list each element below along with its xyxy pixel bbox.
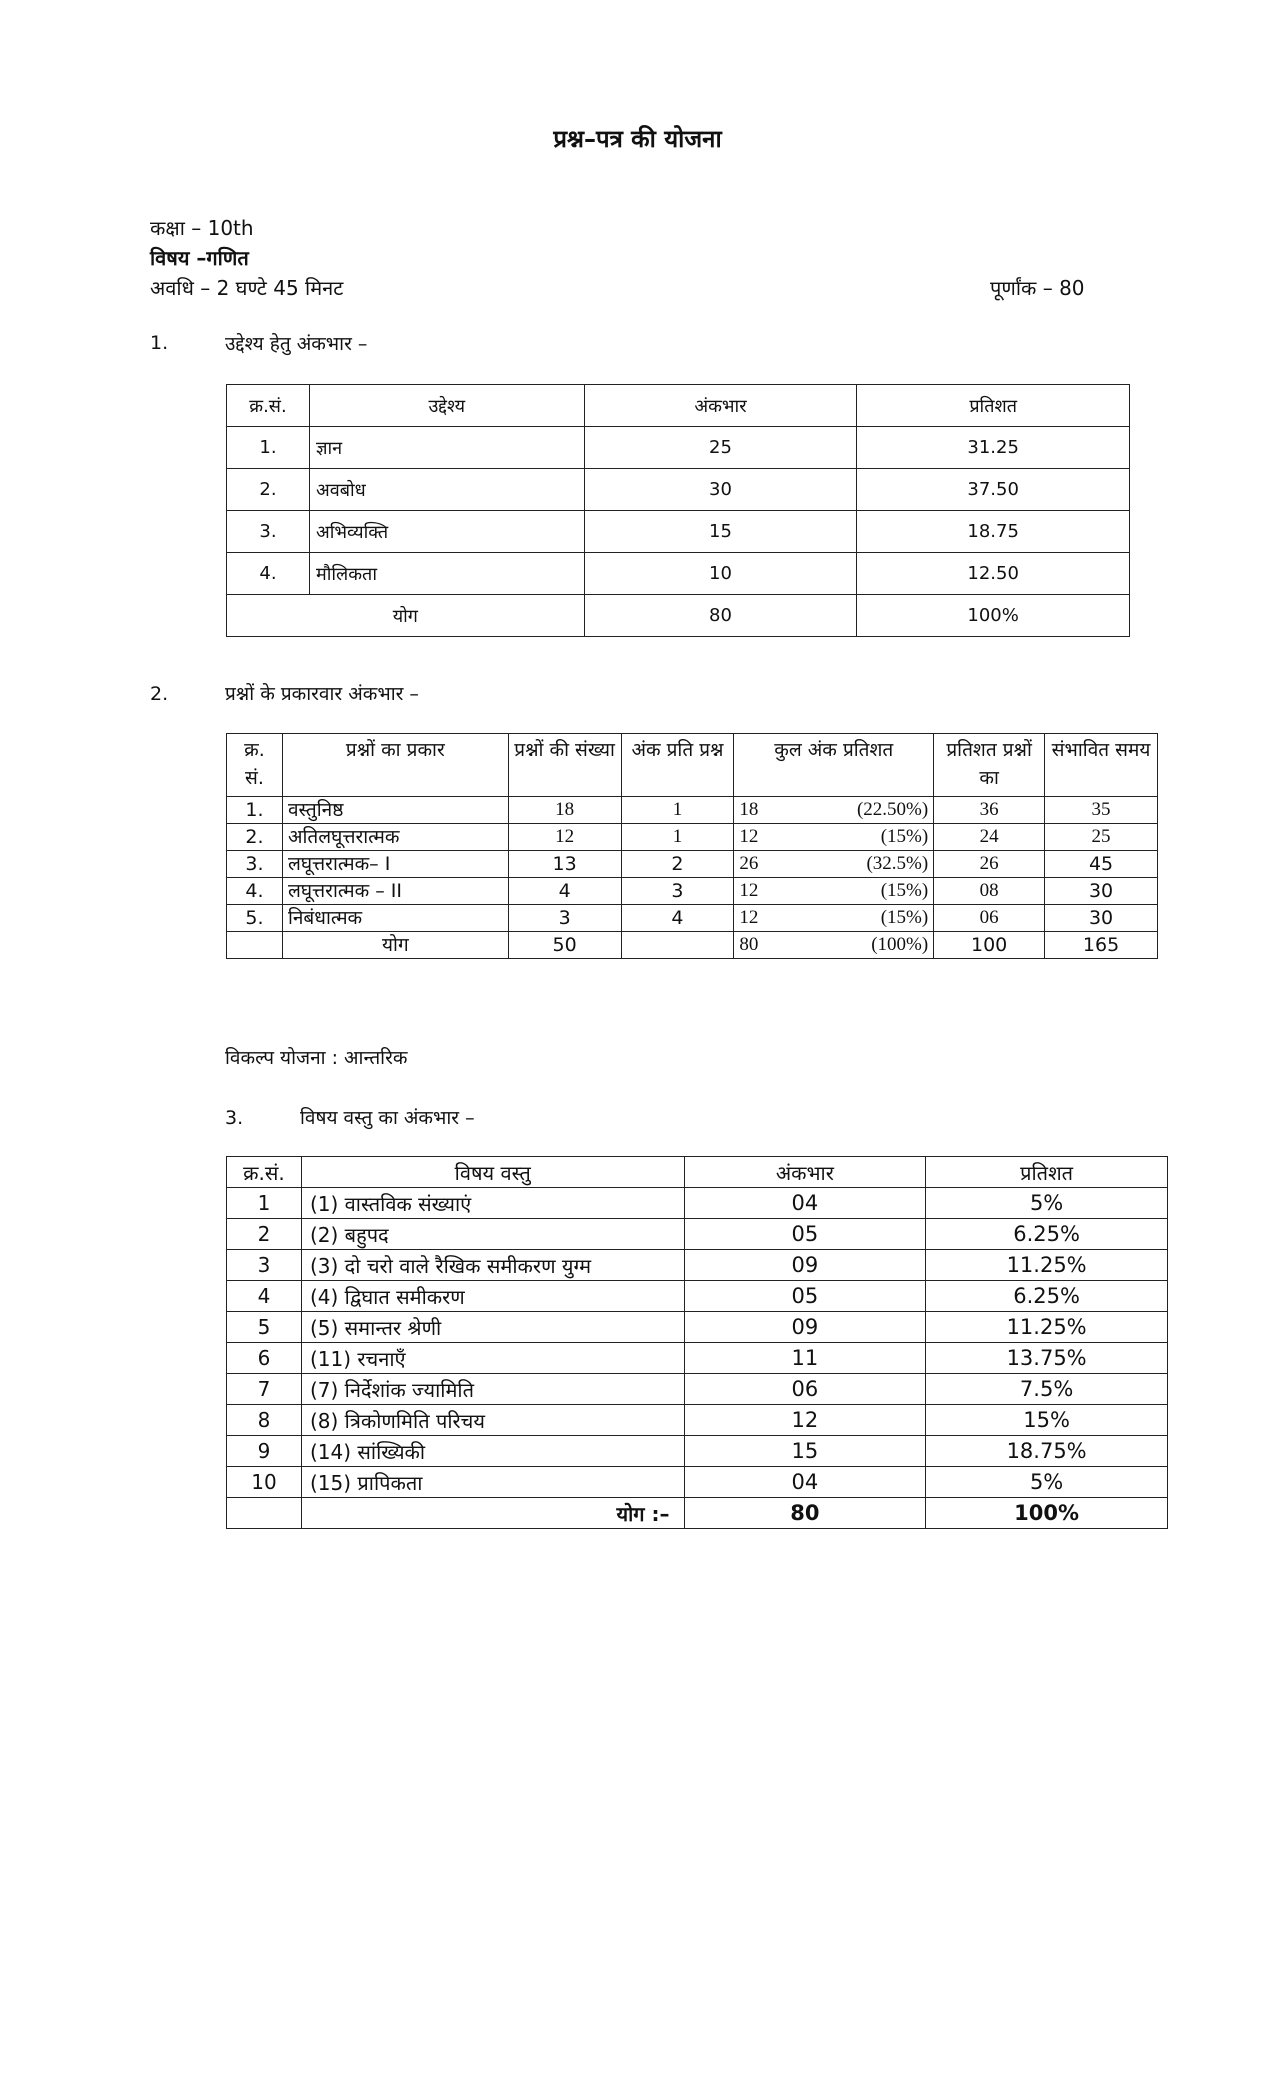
cell: (1) वास्तविक संख्याएं bbox=[301, 1188, 684, 1219]
percent: (15%) bbox=[880, 880, 929, 901]
cell: 11.25% bbox=[926, 1312, 1168, 1343]
cell: 6.25% bbox=[926, 1219, 1168, 1250]
cell: 13 bbox=[508, 851, 621, 878]
cell: 3. bbox=[227, 511, 310, 553]
table-row bbox=[227, 469, 1130, 511]
total-marks: 12 bbox=[739, 907, 759, 928]
cell: 30 bbox=[1045, 905, 1158, 932]
table-row bbox=[227, 1343, 1168, 1374]
table-row bbox=[227, 824, 1158, 851]
total-row bbox=[227, 595, 1130, 637]
cell: 2 bbox=[621, 851, 734, 878]
table-row bbox=[227, 427, 1130, 469]
cell: 100 bbox=[934, 932, 1045, 959]
cell: अतिलघूत्तरात्मक bbox=[282, 824, 508, 851]
cell: 1. bbox=[227, 797, 283, 824]
cell: 15 bbox=[684, 1436, 926, 1467]
cell: 24 bbox=[934, 824, 1045, 851]
duration-label: अवधि – 2 घण्टे 45 मिनट bbox=[150, 276, 344, 300]
cell: लघूत्तरात्मक– I bbox=[282, 851, 508, 878]
table-row bbox=[227, 905, 1158, 932]
section2-number: 2. bbox=[150, 683, 169, 705]
total-marks: 80 bbox=[739, 934, 759, 955]
cell: निबंधात्मक bbox=[282, 905, 508, 932]
cell: 100% bbox=[926, 1498, 1168, 1529]
col-header: क्र.सं. bbox=[227, 1157, 302, 1188]
table-row bbox=[227, 878, 1158, 905]
cell: 3 bbox=[508, 905, 621, 932]
cell: 165 bbox=[1045, 932, 1158, 959]
cell bbox=[227, 1498, 302, 1529]
cell: (4) द्विघात समीकरण bbox=[301, 1281, 684, 1312]
cell: 15 bbox=[584, 511, 857, 553]
section1-number: 1. bbox=[150, 332, 169, 354]
cell bbox=[734, 851, 934, 878]
table-row bbox=[227, 1436, 1168, 1467]
total-marks: 18 bbox=[739, 799, 759, 820]
cell: 5% bbox=[926, 1188, 1168, 1219]
cell: 1. bbox=[227, 427, 310, 469]
cell: 09 bbox=[684, 1250, 926, 1281]
cell: 13.75% bbox=[926, 1343, 1168, 1374]
cell: 50 bbox=[508, 932, 621, 959]
cell: 2. bbox=[227, 469, 310, 511]
table-row bbox=[227, 1188, 1168, 1219]
col-header: कुल अंक प्रतिशत bbox=[734, 734, 934, 797]
cell: 10 bbox=[227, 1467, 302, 1498]
cell: 5% bbox=[926, 1467, 1168, 1498]
cell: 1 bbox=[227, 1188, 302, 1219]
col-header: अंक प्रति प्रश्न bbox=[621, 734, 734, 797]
cell bbox=[227, 932, 283, 959]
cell: 1 bbox=[621, 824, 734, 851]
col-header: क्र.सं. bbox=[227, 385, 310, 427]
cell: 45 bbox=[1045, 851, 1158, 878]
option-plan: विकल्प योजना : आन्तरिक bbox=[225, 1047, 408, 1069]
cell: 5. bbox=[227, 905, 283, 932]
cell: 09 bbox=[684, 1312, 926, 1343]
cell: 04 bbox=[684, 1188, 926, 1219]
total-row bbox=[227, 1498, 1168, 1529]
cell: 6 bbox=[227, 1343, 302, 1374]
cell bbox=[621, 932, 734, 959]
class-label: कक्षा – 10th bbox=[150, 216, 254, 240]
percent: (22.50%) bbox=[856, 799, 929, 820]
cell: 05 bbox=[684, 1281, 926, 1312]
cell: 5 bbox=[227, 1312, 302, 1343]
cell: (3) दो चरो वाले रैखिक समीकरण युग्म bbox=[301, 1250, 684, 1281]
cell: 9 bbox=[227, 1436, 302, 1467]
col-header: उद्देश्य bbox=[309, 385, 584, 427]
table-row bbox=[227, 797, 1158, 824]
table-row bbox=[227, 1374, 1168, 1405]
cell: (14) सांख्यिकी bbox=[301, 1436, 684, 1467]
cell: 26 bbox=[934, 851, 1045, 878]
cell: (8) त्रिकोणमिति परिचय bbox=[301, 1405, 684, 1436]
cell: 4. bbox=[227, 553, 310, 595]
cell: 05 bbox=[684, 1219, 926, 1250]
cell: 25 bbox=[584, 427, 857, 469]
cell: 4 bbox=[621, 905, 734, 932]
col-header: क्र. सं. bbox=[227, 734, 283, 797]
total-label: योग bbox=[282, 932, 508, 959]
total-marks: 12 bbox=[739, 826, 759, 847]
total-marks: 26 bbox=[739, 853, 759, 874]
percent: (32.5%) bbox=[866, 853, 929, 874]
cell: 31.25 bbox=[857, 427, 1130, 469]
table-header-row bbox=[227, 385, 1130, 427]
cell: 37.50 bbox=[857, 469, 1130, 511]
table-row bbox=[227, 1281, 1168, 1312]
table-row bbox=[227, 1219, 1168, 1250]
cell: 3. bbox=[227, 851, 283, 878]
cell: 80 bbox=[584, 595, 857, 637]
cell bbox=[734, 878, 934, 905]
cell bbox=[734, 797, 934, 824]
cell: 7 bbox=[227, 1374, 302, 1405]
content-weightage-table bbox=[226, 1156, 1168, 1529]
cell: 08 bbox=[934, 878, 1045, 905]
cell bbox=[734, 905, 934, 932]
page-title: प्रश्न–पत्र की योजना bbox=[553, 125, 722, 153]
section3-number: 3. bbox=[225, 1107, 244, 1129]
cell: 3 bbox=[621, 878, 734, 905]
col-header: प्रतिशत प्रश्नों का bbox=[934, 734, 1045, 797]
table-row bbox=[227, 851, 1158, 878]
cell: 4. bbox=[227, 878, 283, 905]
cell: 3 bbox=[227, 1250, 302, 1281]
percent: (100%) bbox=[871, 934, 929, 955]
col-header: प्रश्नों का प्रकार bbox=[282, 734, 508, 797]
cell: 80 bbox=[684, 1498, 926, 1529]
cell: (15) प्रापिकता bbox=[301, 1467, 684, 1498]
col-header: अंकभार bbox=[584, 385, 857, 427]
cell: (11) रचनाएँ bbox=[301, 1343, 684, 1374]
cell: 06 bbox=[934, 905, 1045, 932]
cell: 30 bbox=[1045, 878, 1158, 905]
cell: 11.25% bbox=[926, 1250, 1168, 1281]
table-row bbox=[227, 1405, 1168, 1436]
cell: 12 bbox=[684, 1405, 926, 1436]
cell: 8 bbox=[227, 1405, 302, 1436]
cell: 10 bbox=[584, 553, 857, 595]
percent: (15%) bbox=[880, 826, 929, 847]
section1-heading: उद्देश्य हेतु अंकभार – bbox=[225, 333, 368, 355]
percent: (15%) bbox=[880, 907, 929, 928]
cell: 30 bbox=[584, 469, 857, 511]
col-header: प्रतिशत bbox=[857, 385, 1130, 427]
cell: 06 bbox=[684, 1374, 926, 1405]
question-type-table bbox=[226, 733, 1158, 959]
cell: 25 bbox=[1045, 824, 1158, 851]
cell: मौलिकता bbox=[309, 553, 584, 595]
cell: (5) समान्तर श्रेणी bbox=[301, 1312, 684, 1343]
cell: 6.25% bbox=[926, 1281, 1168, 1312]
cell: (2) बहुपद bbox=[301, 1219, 684, 1250]
table-row bbox=[227, 553, 1130, 595]
table-header-row bbox=[227, 1157, 1168, 1188]
cell: वस्तुनिष्ठ bbox=[282, 797, 508, 824]
cell bbox=[734, 932, 934, 959]
objective-weightage-table bbox=[226, 384, 1130, 637]
cell: 2. bbox=[227, 824, 283, 851]
cell bbox=[734, 824, 934, 851]
subject-label: विषय –गणित bbox=[150, 246, 249, 270]
table-header-row bbox=[227, 734, 1158, 797]
total-marks-label: पूर्णांक – 80 bbox=[990, 276, 1085, 300]
col-header: प्रश्नों की संख्या bbox=[508, 734, 621, 797]
table-row bbox=[227, 1467, 1168, 1498]
cell: अभिव्यक्ति bbox=[309, 511, 584, 553]
cell: (7) निर्देशांक ज्यामिति bbox=[301, 1374, 684, 1405]
col-header: अंकभार bbox=[684, 1157, 926, 1188]
table-row bbox=[227, 1312, 1168, 1343]
cell: 36 bbox=[934, 797, 1045, 824]
section2-heading: प्रश्नों के प्रकारवार अंकभार – bbox=[225, 683, 419, 705]
cell: 100% bbox=[857, 595, 1130, 637]
cell: 7.5% bbox=[926, 1374, 1168, 1405]
total-label: योग :– bbox=[301, 1498, 684, 1529]
col-header: संभावित समय bbox=[1045, 734, 1158, 797]
cell: अवबोध bbox=[309, 469, 584, 511]
cell: 35 bbox=[1045, 797, 1158, 824]
cell: 18.75% bbox=[926, 1436, 1168, 1467]
cell: 4 bbox=[508, 878, 621, 905]
col-header: विषय वस्तु bbox=[301, 1157, 684, 1188]
cell: 11 bbox=[684, 1343, 926, 1374]
cell: 15% bbox=[926, 1405, 1168, 1436]
cell: ज्ञान bbox=[309, 427, 584, 469]
cell: 04 bbox=[684, 1467, 926, 1498]
cell: 4 bbox=[227, 1281, 302, 1312]
table-row bbox=[227, 1250, 1168, 1281]
cell: 18 bbox=[508, 797, 621, 824]
section3-heading: विषय वस्तु का अंकभार – bbox=[300, 1107, 475, 1129]
cell: 1 bbox=[621, 797, 734, 824]
cell: 12.50 bbox=[857, 553, 1130, 595]
total-row bbox=[227, 932, 1158, 959]
cell: 12 bbox=[508, 824, 621, 851]
total-marks: 12 bbox=[739, 880, 759, 901]
total-label: योग bbox=[227, 595, 585, 637]
cell: लघूत्तरात्मक – II bbox=[282, 878, 508, 905]
cell: 18.75 bbox=[857, 511, 1130, 553]
table-row bbox=[227, 511, 1130, 553]
col-header: प्रतिशत bbox=[926, 1157, 1168, 1188]
cell: 2 bbox=[227, 1219, 302, 1250]
